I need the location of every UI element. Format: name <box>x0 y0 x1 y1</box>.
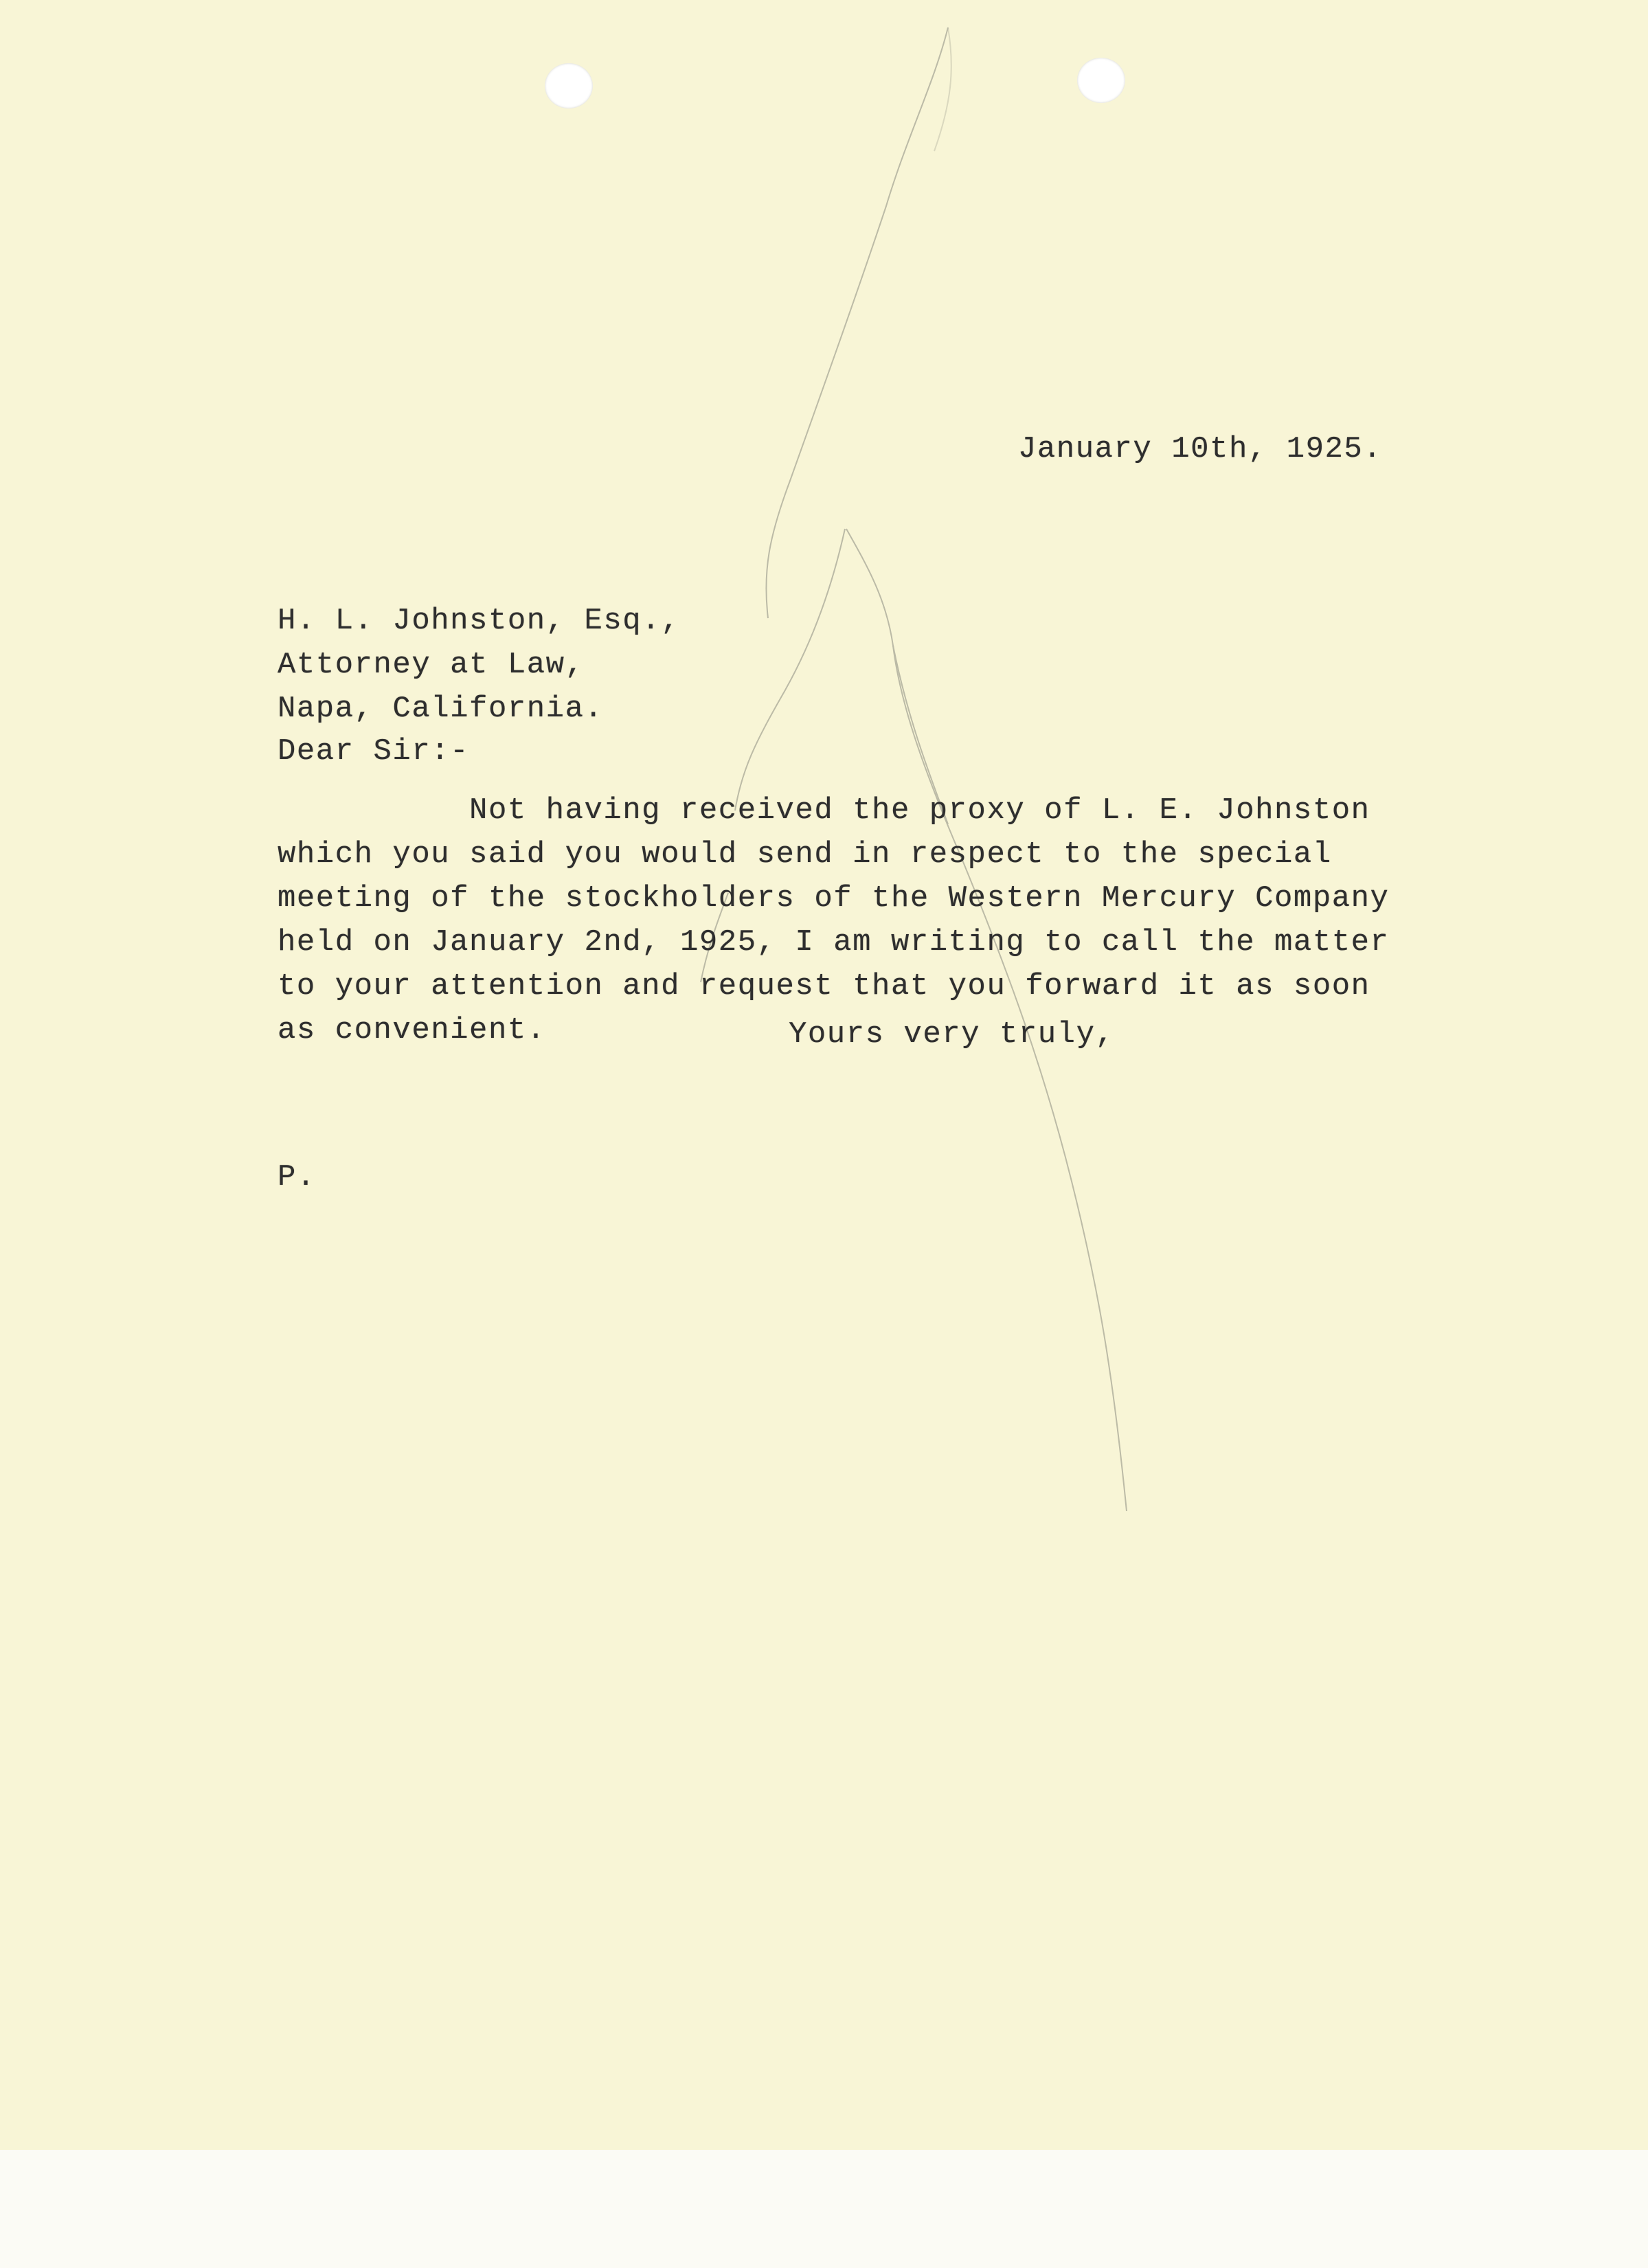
recipient-title: Attorney at Law, <box>278 648 585 682</box>
body-line: which you said you would send in respect to the special <box>278 837 1332 872</box>
body-line: held on January 2nd, 1925, I am writing to call the matter <box>278 925 1390 960</box>
scan-margin <box>0 2150 1648 2268</box>
body-line: Not having received the proxy of L. E. Johnston <box>278 793 1370 828</box>
typist-initials: P. <box>278 1160 316 1194</box>
recipient-name: H. L. Johnston, Esq., <box>278 604 680 638</box>
body-line: meeting of the stockholders of the Western Mercury Company <box>278 881 1390 916</box>
body-line: as convenient. <box>278 1013 546 1047</box>
recipient-city: Napa, California. <box>278 692 604 726</box>
salutation: Dear Sir:- <box>278 734 470 769</box>
punch-hole-right <box>1077 58 1125 103</box>
letter-date: January 10th, 1925. <box>1018 432 1383 466</box>
body-line: to your attention and request that you forward it as soon <box>278 969 1370 1003</box>
punch-hole-left <box>545 63 593 109</box>
recipient-address <box>278 599 680 731</box>
complimentary-closing: Yours very truly, <box>789 1017 1115 1052</box>
